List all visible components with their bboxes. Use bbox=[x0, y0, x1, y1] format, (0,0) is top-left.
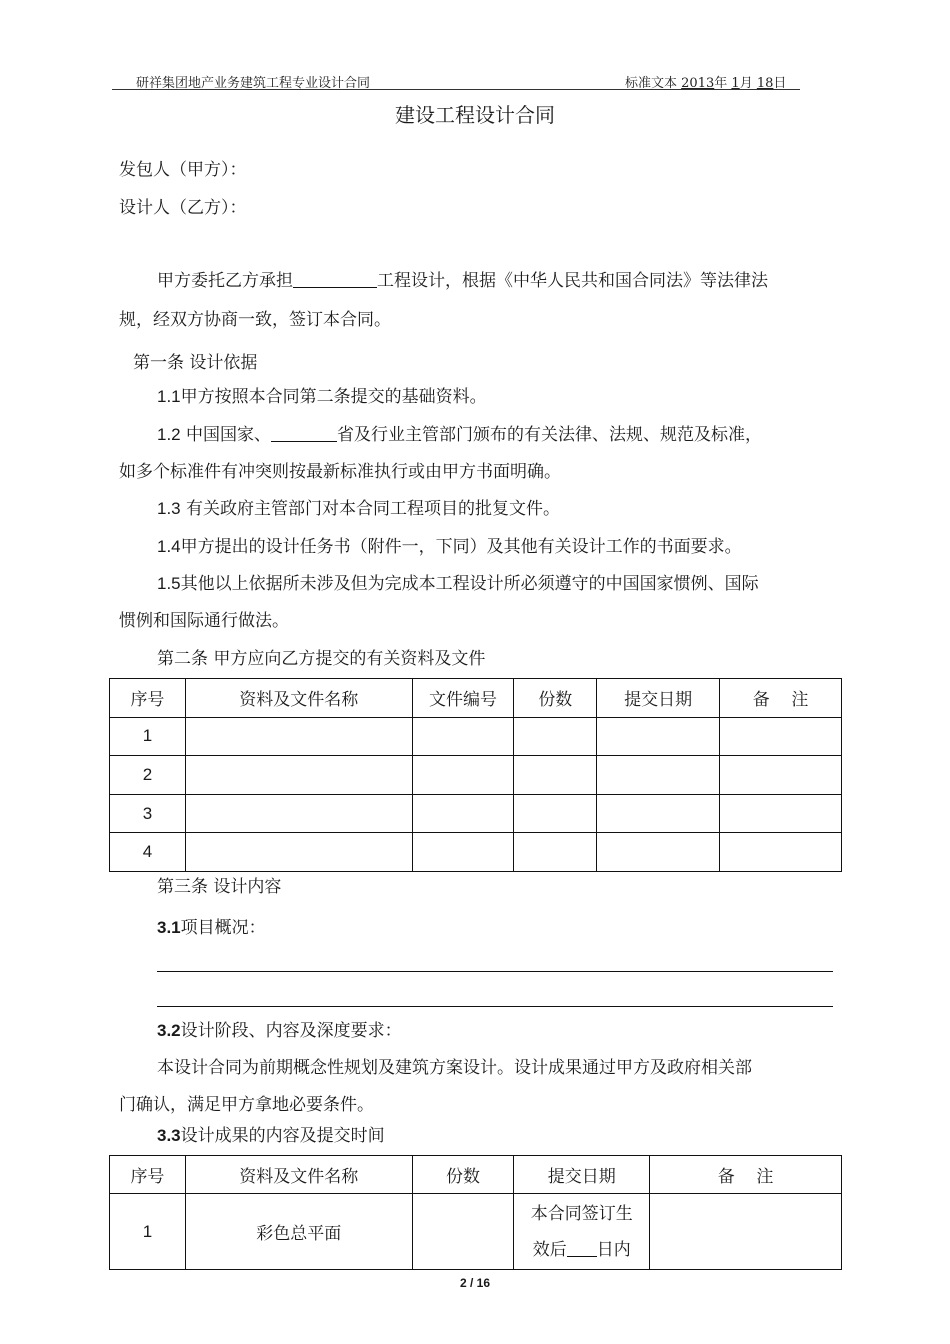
table-cell[interactable] bbox=[412, 794, 514, 833]
item-1-3-num: 1.3 bbox=[157, 499, 181, 518]
item-1-1-num: 1.1 bbox=[157, 387, 181, 406]
article3-heading: 第三条 设计内容 bbox=[157, 877, 282, 897]
page-number: 2 / 16 bbox=[459, 1276, 491, 1290]
col-header: 提交日期 bbox=[514, 1156, 650, 1194]
table-row bbox=[110, 1194, 842, 1270]
province-blank[interactable] bbox=[271, 424, 337, 442]
client-party: 发包人（甲方）： bbox=[119, 160, 247, 180]
header-day: 18 bbox=[756, 76, 774, 91]
section-3-3 bbox=[157, 1125, 385, 1147]
table-row bbox=[110, 756, 842, 795]
item-1-2-text-a: 中国国家、 bbox=[180, 425, 272, 445]
item-1-4-text: 甲方提出的设计任务书（附件一，下同）及其他有关设计工作的书面要求。 bbox=[180, 537, 742, 557]
item-1-5 bbox=[157, 573, 759, 595]
item-1-5-num: 1.5 bbox=[157, 574, 181, 593]
item-1-3 bbox=[157, 498, 560, 520]
item-1-3-text: 有关政府主管部门对本合同工程项目的批复文件。 bbox=[180, 499, 561, 519]
overview-fill-line-1[interactable] bbox=[157, 971, 833, 972]
days-blank[interactable] bbox=[567, 1239, 597, 1257]
deliverable-name: 彩色总平面 bbox=[185, 1194, 412, 1270]
submit-date-line-1: 本合同签订生 bbox=[530, 1203, 633, 1224]
table-cell[interactable] bbox=[720, 756, 842, 795]
col-header: 序号 bbox=[110, 1156, 186, 1194]
header-day-unit: 日 bbox=[773, 76, 787, 91]
table-cell[interactable] bbox=[597, 833, 720, 872]
section-3-2-para-2: 门确认，满足甲方拿地必要条件。 bbox=[119, 1095, 374, 1115]
section-3-2-para-1: 本设计合同为前期概念性规划及建筑方案设计。设计成果通过甲方及政府相关部 bbox=[157, 1058, 752, 1078]
header-year: 2013 bbox=[681, 76, 715, 91]
table-cell[interactable] bbox=[597, 756, 720, 795]
table-cell[interactable] bbox=[412, 833, 514, 872]
section-3-1-num bbox=[157, 918, 181, 937]
header-month: 1 bbox=[731, 76, 740, 91]
table-cell[interactable] bbox=[514, 794, 597, 833]
table-cell[interactable] bbox=[514, 717, 597, 756]
article2-heading: 第二条 甲方应向乙方提交的有关资料及文件 bbox=[157, 649, 486, 669]
row-number: 1 bbox=[110, 717, 186, 756]
table-cell[interactable] bbox=[412, 756, 514, 795]
row-number: 4 bbox=[110, 833, 186, 872]
item-1-4 bbox=[157, 536, 742, 558]
table-cell[interactable] bbox=[720, 794, 842, 833]
table-cell[interactable] bbox=[185, 717, 412, 756]
document-title: 建设工程设计合同 bbox=[395, 103, 555, 127]
col-header: 文件编号 bbox=[412, 679, 514, 718]
item-1-4-num: 1.4 bbox=[157, 537, 181, 556]
section-3-2-text: 设计阶段、内容及深度要求： bbox=[180, 1021, 402, 1041]
header-standard-text: 标准文本 bbox=[625, 76, 678, 91]
col-header: 资料及文件名称 bbox=[185, 679, 412, 718]
item-1-5-cont: 惯例和国际通行做法。 bbox=[119, 611, 289, 631]
table-cell[interactable] bbox=[412, 717, 514, 756]
intro-text-b: 工程设计，根据《中华人民共和国合同法》等法律法 bbox=[377, 271, 768, 291]
item-1-1 bbox=[157, 386, 487, 408]
table-header-row bbox=[110, 679, 842, 718]
overview-fill-line-2[interactable] bbox=[157, 1006, 833, 1007]
section-3-3-num bbox=[157, 1126, 181, 1145]
table-row bbox=[110, 717, 842, 756]
intro-line-2: 规，经双方协商一致，签订本合同。 bbox=[119, 310, 391, 330]
table-header-row bbox=[110, 1156, 842, 1194]
header-year-unit: 年 bbox=[714, 76, 728, 91]
intro-line-1 bbox=[157, 270, 768, 292]
col-header: 份数 bbox=[514, 679, 597, 718]
submit-date-text-a: 效后 bbox=[532, 1239, 567, 1260]
col-header: 份数 bbox=[412, 1156, 514, 1194]
deliverables-table bbox=[109, 1155, 842, 1270]
submit-date-line-2 bbox=[514, 1232, 649, 1268]
header-month-unit: 月 bbox=[739, 76, 753, 91]
section-3-2 bbox=[157, 1020, 402, 1042]
table-cell[interactable] bbox=[597, 717, 720, 756]
table-cell[interactable] bbox=[720, 717, 842, 756]
col-header: 序号 bbox=[110, 679, 186, 718]
table-row bbox=[110, 794, 842, 833]
table-cell[interactable] bbox=[720, 833, 842, 872]
section-3-1-num-text: 3.1 bbox=[157, 918, 181, 937]
section-3-2-num-text: 3.2 bbox=[157, 1021, 181, 1040]
item-1-2-cont: 如多个标准件有冲突则按最新标准执行或由甲方书面明确。 bbox=[119, 462, 561, 482]
section-3-2-num bbox=[157, 1021, 181, 1040]
table-cell[interactable] bbox=[185, 794, 412, 833]
item-1-1-text: 甲方按照本合同第二条提交的基础资料。 bbox=[180, 387, 487, 407]
submit-date-cell bbox=[514, 1194, 650, 1270]
col-header: 资料及文件名称 bbox=[185, 1156, 412, 1194]
table-cell[interactable] bbox=[650, 1194, 842, 1270]
designer-party: 设计人（乙方）： bbox=[119, 198, 247, 218]
header-rule bbox=[112, 89, 800, 90]
table-cell[interactable] bbox=[597, 794, 720, 833]
article1-heading: 第一条 设计依据 bbox=[133, 353, 258, 373]
header-left: 研祥集团地产业务建筑工程专业设计合同 bbox=[136, 76, 371, 91]
col-header: 备 注 bbox=[650, 1156, 842, 1194]
table-row bbox=[110, 833, 842, 872]
section-3-3-text: 设计成果的内容及提交时间 bbox=[180, 1126, 385, 1146]
intro-text-a: 甲方委托乙方承担 bbox=[157, 271, 293, 291]
table-cell[interactable] bbox=[514, 833, 597, 872]
item-1-2 bbox=[157, 424, 762, 446]
materials-table bbox=[109, 678, 842, 872]
section-3-1 bbox=[157, 917, 266, 939]
submit-date-text-b: 日内 bbox=[596, 1239, 631, 1260]
table-cell[interactable] bbox=[412, 1194, 514, 1270]
project-name-blank[interactable] bbox=[293, 270, 377, 288]
row-number: 2 bbox=[110, 756, 186, 795]
section-3-3-num-text: 3.3 bbox=[157, 1126, 181, 1145]
item-1-2-text-b: 省及行业主管部门颁布的有关法律、法规、规范及标准， bbox=[337, 425, 763, 445]
row-number: 1 bbox=[110, 1194, 186, 1270]
table-cell[interactable] bbox=[185, 833, 412, 872]
table-cell[interactable] bbox=[185, 756, 412, 795]
item-1-2-num: 1.2 bbox=[157, 425, 181, 444]
row-number: 3 bbox=[110, 794, 186, 833]
col-header: 提交日期 bbox=[597, 679, 720, 718]
table-cell[interactable] bbox=[514, 756, 597, 795]
section-3-1-text: 项目概况： bbox=[180, 918, 266, 938]
col-header: 备 注 bbox=[720, 679, 842, 718]
item-1-5-text: 其他以上依据所未涉及但为完成本工程设计所必须遵守的中国国家惯例、国际 bbox=[180, 574, 759, 594]
